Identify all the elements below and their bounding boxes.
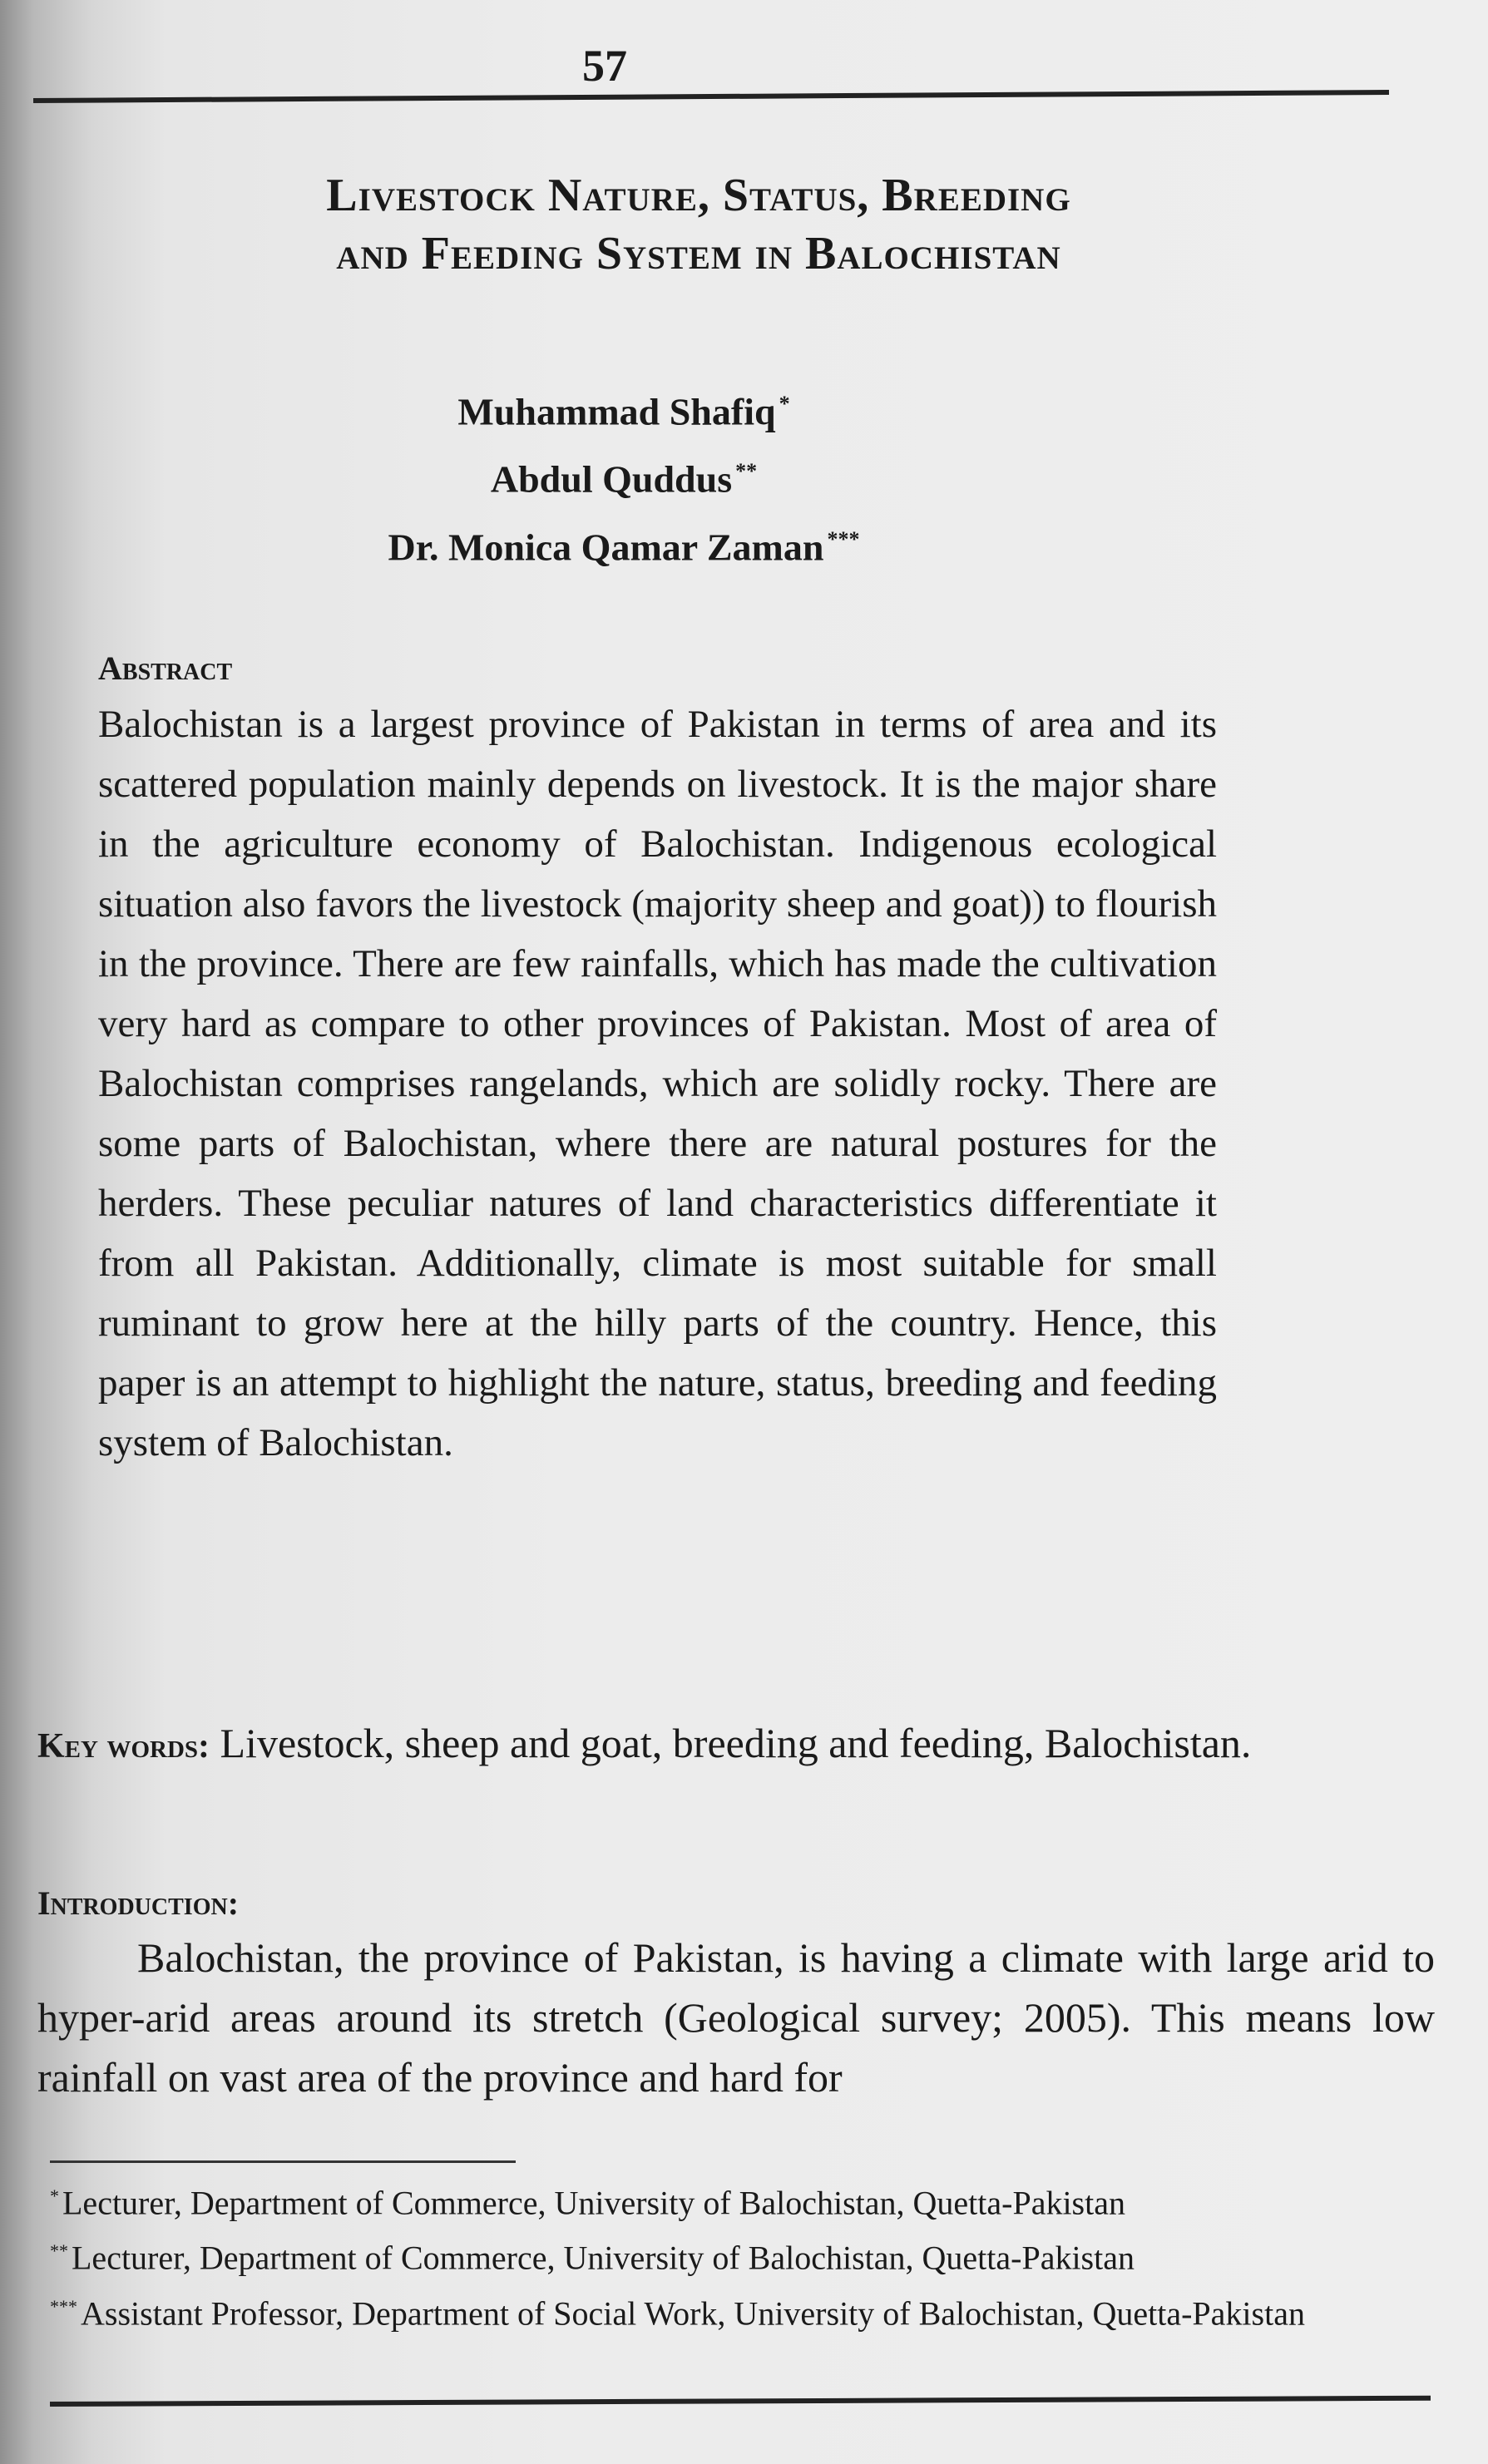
abstract-body: Balochistan is a largest province of Pakistan in terms of area and its scattered population mainly depends on livestock. It is the major share in the agriculture economy of Balochistan. Indigenous ecological situation also favors the livestock (majority sheep and goat)) to flourish in the province. There are few rainfalls, which has made the cultivation very hard as compare to other provinces of Pakistan. Most of area of Balochistan comprises rangelands, which are solidly rocky. There are some parts of Balochistan, where there are natural postures for the herders. These peculiar natures of land characteristics differentiate it from all Pakistan. Additionally, climate is most suitable for small ruminant to grow here at the hilly parts of the country. Hence, this paper is an attempt to highlight the nature, status, breeding and feeding system of Balochistan. [98, 703, 1217, 1464]
author-name: Abdul Quddus [490, 457, 733, 501]
footnote-1 [50, 2172, 1389, 2227]
title-line-1: Livestock Nature, Status, Breeding [326, 170, 1071, 221]
footnote-mark: *** [50, 2295, 77, 2317]
footnote-text: Lecturer, Department of Commerce, University of Balochistan, Quetta-Pakistan [62, 2184, 1125, 2222]
footnote-mark: * [50, 2185, 59, 2206]
footnote-text: Lecturer, Department of Commerce, University of Balochistan, Quetta-Pakistan [72, 2239, 1135, 2277]
author-1 [250, 374, 998, 442]
keywords-text: Livestock, sheep and goat, breeding and feeding, Balochistan. [210, 1720, 1252, 1766]
author-3 [250, 510, 998, 577]
footnote-mark: ** [50, 2240, 68, 2262]
author-mark: * [779, 392, 790, 416]
footnote-2 [50, 2227, 1389, 2282]
footnote-3 [50, 2283, 1389, 2338]
author-mark: ** [735, 459, 758, 484]
footnote-divider [50, 2160, 516, 2163]
keywords-label: Key words: [37, 1727, 210, 1765]
page-number: 57 [582, 41, 627, 91]
title-line-2: and Feeding System in Balochistan [336, 228, 1061, 279]
footnotes [50, 2172, 1389, 2338]
keywords-section [37, 1713, 1435, 1776]
footnote-text: Assistant Professor, Department of Social Work, University of Balochistan, Quetta-Pakistan [81, 2294, 1305, 2332]
author-2 [250, 442, 998, 509]
author-mark: *** [827, 526, 860, 551]
author-name: Dr. Monica Qamar Zaman [388, 525, 824, 568]
author-name: Muhammad Shafiq [457, 390, 776, 433]
footer-rule [50, 2396, 1431, 2407]
paper-title [116, 166, 1281, 283]
introduction-heading: Introduction: [37, 1884, 240, 1922]
introduction-body: Balochistan, the province of Pakistan, is having a climate with large arid to hyper-arid areas around its stretch (Geological survey; 2005). This means low rainfall on vast area of the province and hard for [37, 1934, 1435, 2101]
header-rule [33, 90, 1389, 103]
author-list [250, 374, 998, 577]
abstract-heading: Abstract [98, 649, 233, 687]
